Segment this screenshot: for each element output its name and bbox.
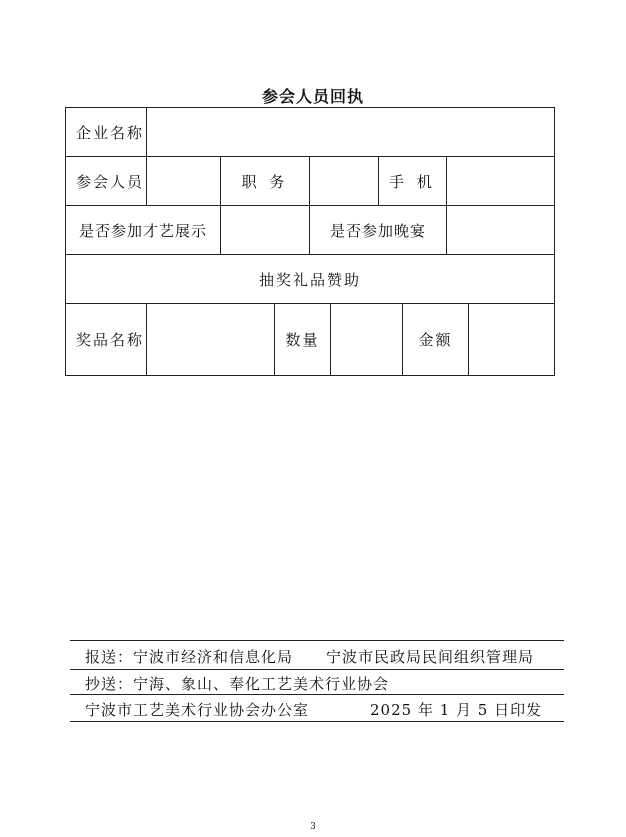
issue-date: 2025 年 1 月 5 日印发 [370,701,543,719]
page-number: 3 [310,822,316,832]
dinner-field[interactable] [447,206,554,254]
table-border-right [554,107,555,376]
position-label: 职 务 [241,172,289,191]
sponsor-section-header: 抽奖礼品赞助 [258,270,361,289]
issuer-name: 宁波市工艺美术行业协会办公室 [85,701,310,719]
talent-show-field[interactable] [221,206,309,254]
footer-rule [70,669,564,670]
report-to-line: 报送：宁波市经济和信息化局 [85,648,294,666]
footer-rule-bottom [70,721,564,722]
phone-field[interactable] [447,157,554,205]
cc-line: 抄送：宁海、象山、奉化工艺美术行业协会 [85,675,390,693]
company-name-label: 企业名称 [76,123,145,142]
footer-rule [70,694,564,695]
talent-show-label: 是否参加才艺展示 [78,221,207,240]
dinner-label: 是否参加晚宴 [329,221,426,240]
report-to-secondary: 宁波市民政局民间组织管理局 [326,648,535,666]
position-field[interactable] [310,157,378,205]
quantity-label: 数量 [285,331,320,349]
attendee-label: 参会人员 [76,172,145,191]
phone-label: 手 机 [389,172,436,191]
table-border-bottom [65,375,555,376]
amount-field[interactable] [469,304,554,375]
prize-name-field[interactable] [147,304,274,375]
footer-rule-top [70,640,564,641]
company-name-field[interactable] [147,108,554,156]
prize-name-label: 奖品名称 [76,331,145,349]
attendee-field[interactable] [147,157,220,205]
quantity-field[interactable] [331,304,402,375]
amount-label: 金额 [418,331,453,349]
form-title: 参会人员回执 [261,87,364,106]
